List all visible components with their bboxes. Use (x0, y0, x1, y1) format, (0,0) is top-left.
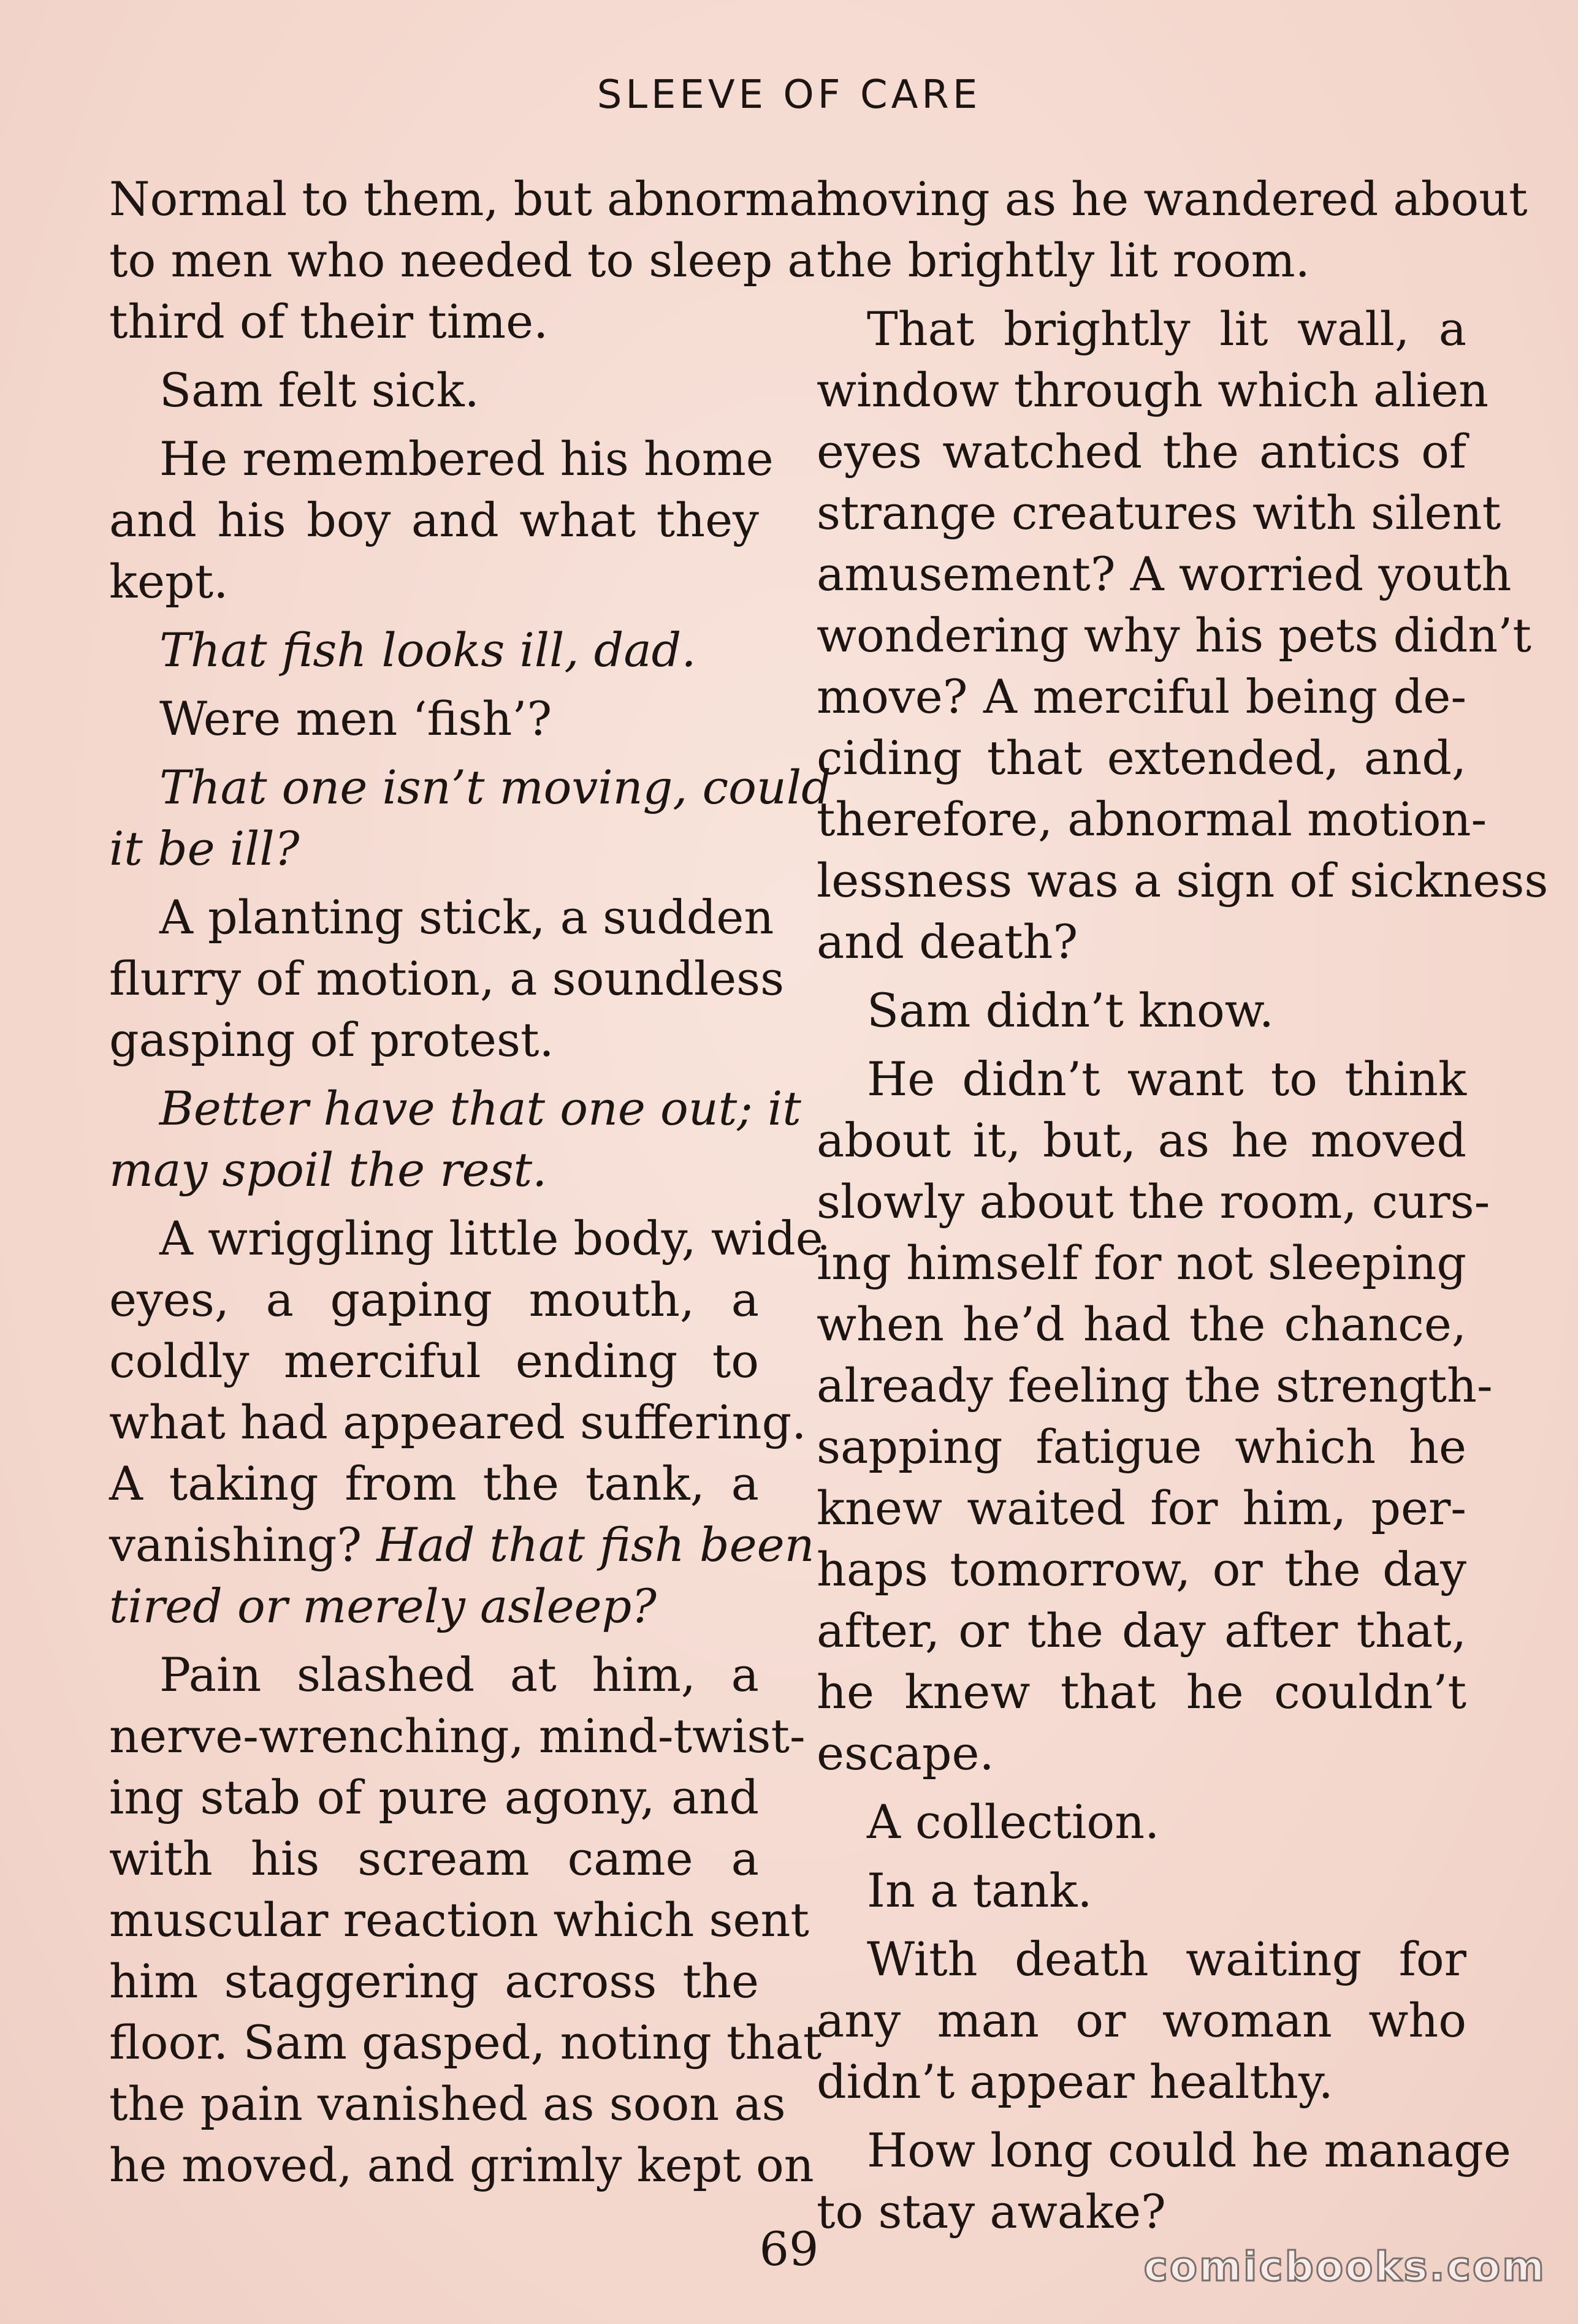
text-line: A collection. (867, 1794, 1160, 1849)
text-line: strange creatures with silent (817, 485, 1501, 540)
text-line: Better have that one out; it (159, 1081, 801, 1136)
text-line: the brightly lit room. (817, 233, 1310, 287)
text-line: he moved, and grimly kept on (109, 2138, 814, 2192)
text-line: gasping of protest. (109, 1012, 554, 1067)
text-line: already feeling the strength- (817, 1358, 1493, 1413)
text-line: Pain slashed at him, a (159, 1647, 759, 1702)
text-line: eyes watched the antics of (817, 424, 1466, 479)
text-line: what had appeared suffering. (109, 1395, 807, 1449)
text-line: amusement? A worried youth (817, 547, 1512, 601)
text-line: That one isn’t moving, could (159, 760, 831, 815)
text-line: nerve-wrenching, mind-twist- (109, 1709, 806, 1763)
text-line: He remembered his home (159, 431, 774, 486)
text-line: escape. (817, 1726, 994, 1780)
text-line: about it, but, as he moved (817, 1113, 1466, 1168)
text-line: and his boy and what they (109, 493, 759, 547)
text-line: sapping fatigue which he (817, 1419, 1466, 1474)
text-line: Sam didn’t know. (867, 983, 1274, 1038)
text-line: lessness was a sign of sickness (817, 853, 1549, 908)
text-line: may spoil the rest. (109, 1142, 547, 1197)
text-line: How long could he manage (867, 2123, 1511, 2178)
text-line: window through which alien (817, 363, 1489, 417)
text-line: to men who needed to sleep a (109, 233, 815, 287)
text-line: any man or woman who (817, 1993, 1466, 2048)
text-line: when he’d had the chance, (817, 1297, 1466, 1351)
text-line: eyes, a gaping mouth, a (109, 1272, 759, 1327)
text-line: and death? (817, 914, 1078, 969)
text-line: Were men ‘fish’? (159, 691, 552, 746)
text-line: he knew that he couldn’t (817, 1665, 1466, 1719)
text-line: moving as he wandered about (817, 172, 1528, 226)
text-line: A planting stick, a sudden (159, 890, 774, 944)
left-column (109, 169, 832, 2196)
text-line: A wriggling little body, wide (159, 1211, 823, 1266)
text-line: therefore, abnormal motion- (817, 792, 1487, 846)
text-line: kept. (109, 554, 229, 609)
text-segment: vanishing? (109, 1517, 377, 1572)
text-line: floor. Sam gasped, noting that (109, 2015, 822, 2070)
text-line: That brightly lit wall, a (867, 302, 1466, 356)
text-line: flurry of motion, a soundless (109, 951, 785, 1006)
text-line (109, 1514, 815, 1576)
text-line: with his scream came a (109, 1831, 759, 1886)
text-line: the pain vanished as soon as (109, 2076, 786, 2131)
text-line: wondering why his pets didn’t (817, 608, 1531, 663)
running-head: SLEEVE OF CARE (597, 72, 981, 118)
text-line: it be ill? (109, 821, 300, 876)
text-segment: Had that fish been (376, 1517, 815, 1572)
watermark: comicbooks.com (1143, 2243, 1546, 2290)
text-line: ing stab of pure agony, and (109, 1770, 759, 1825)
text-line: That fish looks ill, dad. (159, 623, 696, 677)
text-line: move? A merciful being de- (817, 669, 1466, 724)
text-line: ing himself for not sleeping (817, 1236, 1466, 1290)
text-line: Normal to them, but abnormal (109, 172, 832, 226)
text-line: Sam felt sick. (159, 363, 479, 417)
text-line: haps tomorrow, or the day (817, 1542, 1466, 1597)
text-line: didn’t appear healthy. (817, 2054, 1333, 2109)
text-line: A taking from the tank, a (109, 1456, 759, 1511)
text-line: coldly merciful ending to (109, 1334, 759, 1388)
text-line: knew waited for him, per- (817, 1481, 1466, 1535)
text-line: With death waiting for (867, 1932, 1466, 1986)
text-line: In a tank. (867, 1863, 1092, 1918)
text-line: muscular reaction which sent (109, 1893, 809, 1947)
text-line: slowly about the room, curs- (817, 1174, 1490, 1229)
text-line: ciding that extended, and, (817, 731, 1466, 785)
text-line: to stay awake? (817, 2184, 1166, 2239)
text-line: tired or merely asleep? (109, 1579, 657, 1633)
text-line: after, or the day after that, (817, 1603, 1466, 1658)
text-line: third of their time. (109, 294, 549, 349)
right-column (817, 169, 1549, 2242)
text-line: He didn’t want to think (867, 1052, 1466, 1106)
page-number: 69 (759, 2222, 819, 2276)
text-line: him staggering across the (109, 1954, 759, 2008)
